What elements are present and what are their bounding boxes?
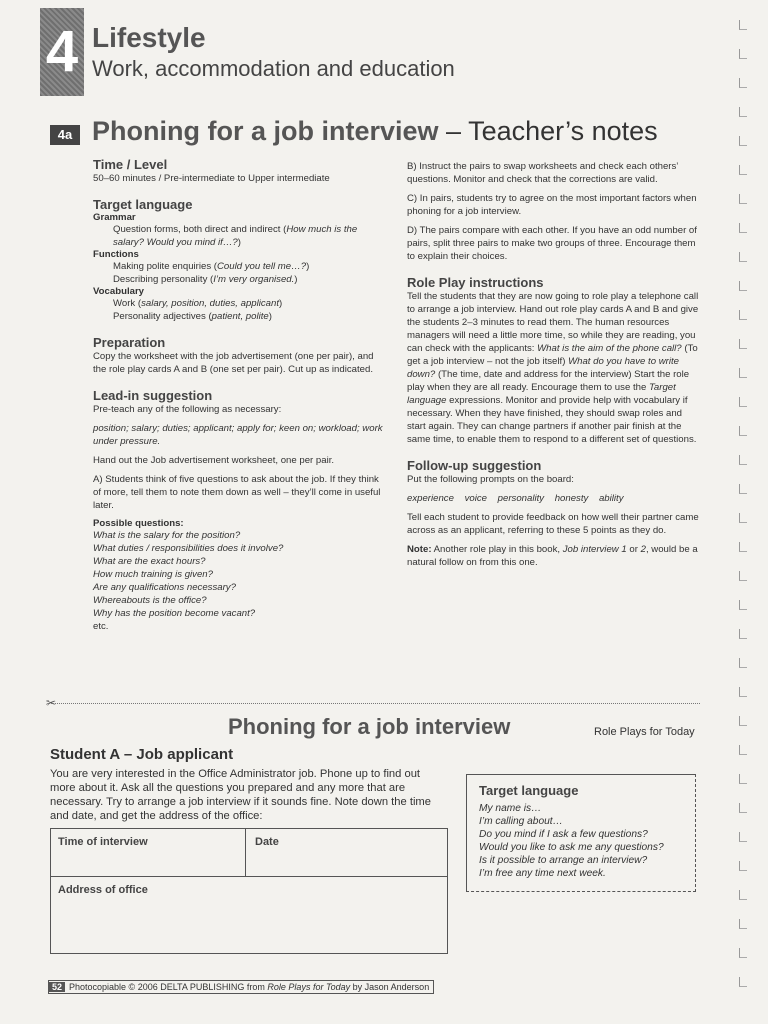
- edge-mark: [739, 977, 747, 987]
- time-level-heading: Time / Level: [93, 157, 168, 172]
- possible-questions-label: Possible questions:: [93, 518, 184, 529]
- functions-label: Functions: [93, 249, 139, 260]
- form-divider: [50, 876, 448, 877]
- unit-subtitle: Work, accommodation and education: [92, 56, 455, 81]
- edge-mark: [739, 165, 747, 175]
- edge-mark: [739, 20, 747, 30]
- lesson-title: [92, 116, 658, 147]
- edge-mark: [739, 629, 747, 639]
- edge-mark: [739, 107, 747, 117]
- step-c-text: C) In pairs, students try to agree on the most important factors when phoning for a job interview.: [407, 193, 697, 217]
- edge-mark: [739, 426, 747, 436]
- edge-mark: [739, 658, 747, 668]
- role-play-text: Tell the students that they are now going to role play a telephone call to arrange a job interview. Hand out role play cards A and B and give the students 2–3 minutes to read them. The human resources managers will need a little more time, so while they are reading, you can check with the applicants: What is the aim of the phone call? (To get a job interview – not the job itself) What do you have to write down? (The time, date and address for the interview) Start the role play when they are all ready. Encourage them to use the Target language expressions. Monitor and provide help with vocabulary if necessary. When they have finished, they should swap roles and start again. They can change partners if another pair finish at the same time, to enable them to respond to a different set of questions.: [407, 291, 699, 445]
- edge-mark: [739, 803, 747, 813]
- time-of-interview-field[interactable]: Time of interview: [58, 836, 148, 848]
- edge-mark: [739, 861, 747, 871]
- edge-mark: [739, 223, 747, 233]
- target-phrase: My name is…: [479, 803, 542, 814]
- footer-book-title: Role Plays for Today: [267, 982, 351, 992]
- lead-in-handout: Hand out the Job advertisement worksheet, one per pair.: [93, 455, 335, 466]
- question-item: What are the exact hours?: [93, 556, 206, 567]
- vocabulary-text-2: Personality adjectives (patient, polite): [113, 311, 272, 322]
- note-text: Note: Another role play in this book, Job interview 1 or 2, would be a natural follow on from this one.: [407, 544, 698, 568]
- edge-mark: [739, 774, 747, 784]
- edge-mark: [739, 745, 747, 755]
- step-a-text: A) Students think of five questions to ask about the job. If they think of more, tell them to note them down as well – they’ll come in useful later.: [93, 474, 381, 511]
- edge-mark: [739, 716, 747, 726]
- grammar-text: Question forms, both direct and indirect (How much is the salary? Would you mind if…?): [113, 224, 358, 248]
- edge-mark: [739, 136, 747, 146]
- question-item: Why has the position become vacant?: [93, 608, 256, 619]
- left-column: [93, 157, 383, 633]
- edge-mark: [739, 339, 747, 349]
- edge-mark: [739, 484, 747, 494]
- edge-mark: [739, 832, 747, 842]
- form-divider: [245, 828, 246, 876]
- question-item: What duties / responsibilities does it involve?: [93, 543, 284, 554]
- follow-up-heading: Follow-up suggestion: [407, 458, 542, 473]
- edge-mark: [739, 890, 747, 900]
- question-item: Are any qualifications necessary?: [93, 582, 236, 593]
- edge-mark: [739, 252, 747, 262]
- lesson-title-suffix: – Teacher’s notes: [438, 116, 658, 146]
- vocabulary-label: Vocabulary: [93, 286, 145, 297]
- question-item: What is the salary for the position?: [93, 530, 241, 541]
- edge-mark: [739, 600, 747, 610]
- role-play-heading: Role Play instructions: [407, 275, 544, 290]
- target-phrase: Is it possible to arrange an interview?: [479, 855, 648, 866]
- edge-mark: [739, 542, 747, 552]
- edge-mark: [739, 571, 747, 581]
- lead-in-heading: Lead-in suggestion: [93, 388, 213, 403]
- step-b-text: B) Instruct the pairs to swap worksheets and check each others’ questions. Monitor and check that the corrections are valid.: [407, 161, 679, 185]
- address-field[interactable]: Address of office: [58, 884, 148, 896]
- edge-mark: [739, 368, 747, 378]
- preparation-text: Copy the worksheet with the job advertisement (one per pair), and the role play cards A and B (one set per pair). Cut up as indicated.: [93, 351, 374, 375]
- unit-title: Lifestyle: [92, 22, 206, 53]
- step-d-text: D) The pairs compare with each other. If you have an odd number of pairs, split three pairs to make two groups of three. Encourage them to explain their choices.: [407, 225, 697, 262]
- edge-mark: [739, 513, 747, 523]
- edge-mark: [739, 455, 747, 465]
- follow-up-feedback: Tell each student to provide feedback on how well their partner came across as an applicant, referring to these 5 points as they do.: [407, 512, 699, 536]
- edge-mark: [739, 948, 747, 958]
- page-edge-marks: [736, 20, 754, 1000]
- date-field[interactable]: Date: [255, 836, 279, 848]
- question-item: How much training is given?: [93, 569, 213, 580]
- functions-text-2: Describing personality (I’m very organised.): [113, 274, 298, 285]
- target-phrase: I’m free any time next week.: [479, 868, 606, 879]
- edge-mark: [739, 397, 747, 407]
- lead-in-words: position; salary; duties; applicant; apply for; keen on; workload; work under pressure.: [93, 423, 383, 447]
- vocabulary-text-1: Work (salary, position, duties, applicant): [113, 298, 283, 309]
- lesson-title-main: Phoning for a job interview: [92, 116, 439, 146]
- lesson-code-badge: 4a: [50, 125, 80, 145]
- edge-mark: [739, 687, 747, 697]
- unit-number-badge: 4: [40, 8, 84, 96]
- right-column: [407, 160, 699, 569]
- target-phrase: Would you like to ask me any questions?: [479, 842, 664, 853]
- grammar-label: Grammar: [93, 212, 136, 223]
- follow-up-text: Put the following prompts on the board:: [407, 474, 574, 485]
- lead-in-text: Pre-teach any of the following as necessary:: [93, 404, 282, 415]
- edge-mark: [739, 49, 747, 59]
- question-item: Whereabouts is the office?: [93, 595, 207, 606]
- page-number: 52: [49, 982, 65, 992]
- footer-text: Photocopiable © 2006 DELTA PUBLISHING from: [69, 982, 268, 992]
- target-language-box-heading: Target language: [479, 783, 579, 798]
- brand-label: Role Plays for Today: [594, 726, 695, 738]
- preparation-heading: Preparation: [93, 335, 166, 350]
- time-level-text: 50–60 minutes / Pre-intermediate to Upper intermediate: [93, 173, 330, 184]
- target-phrase: Do you mind if I ask a few questions?: [479, 829, 648, 840]
- edge-mark: [739, 194, 747, 204]
- edge-mark: [739, 78, 747, 88]
- card-title: Phoning for a job interview: [228, 714, 511, 739]
- footer: [48, 980, 434, 994]
- target-language-box: [466, 774, 696, 892]
- functions-text-1: Making polite enquiries (Could you tell me…?): [113, 261, 310, 272]
- edge-mark: [739, 281, 747, 291]
- edge-mark: [739, 919, 747, 929]
- questions-etc: etc.: [93, 621, 109, 632]
- student-heading: Student A – Job applicant: [50, 746, 234, 763]
- student-instructions: You are very interested in the Office Administrator job. Phone up to find out more about it. Ask all the questions you prepared and any more that are necessary. Try to arrange a job interview if it sounds fine. Note down the time and date, and get the address of the office:: [50, 768, 431, 822]
- scissors-icon: ✂: [46, 696, 57, 710]
- edge-mark: [739, 310, 747, 320]
- target-language-heading: Target language: [93, 197, 193, 212]
- target-phrase: I’m calling about…: [479, 816, 563, 827]
- footer-author: by Jason Anderson: [350, 982, 430, 992]
- follow-up-prompts: experience voice personality honesty ability: [407, 493, 624, 504]
- cut-line: [48, 703, 700, 704]
